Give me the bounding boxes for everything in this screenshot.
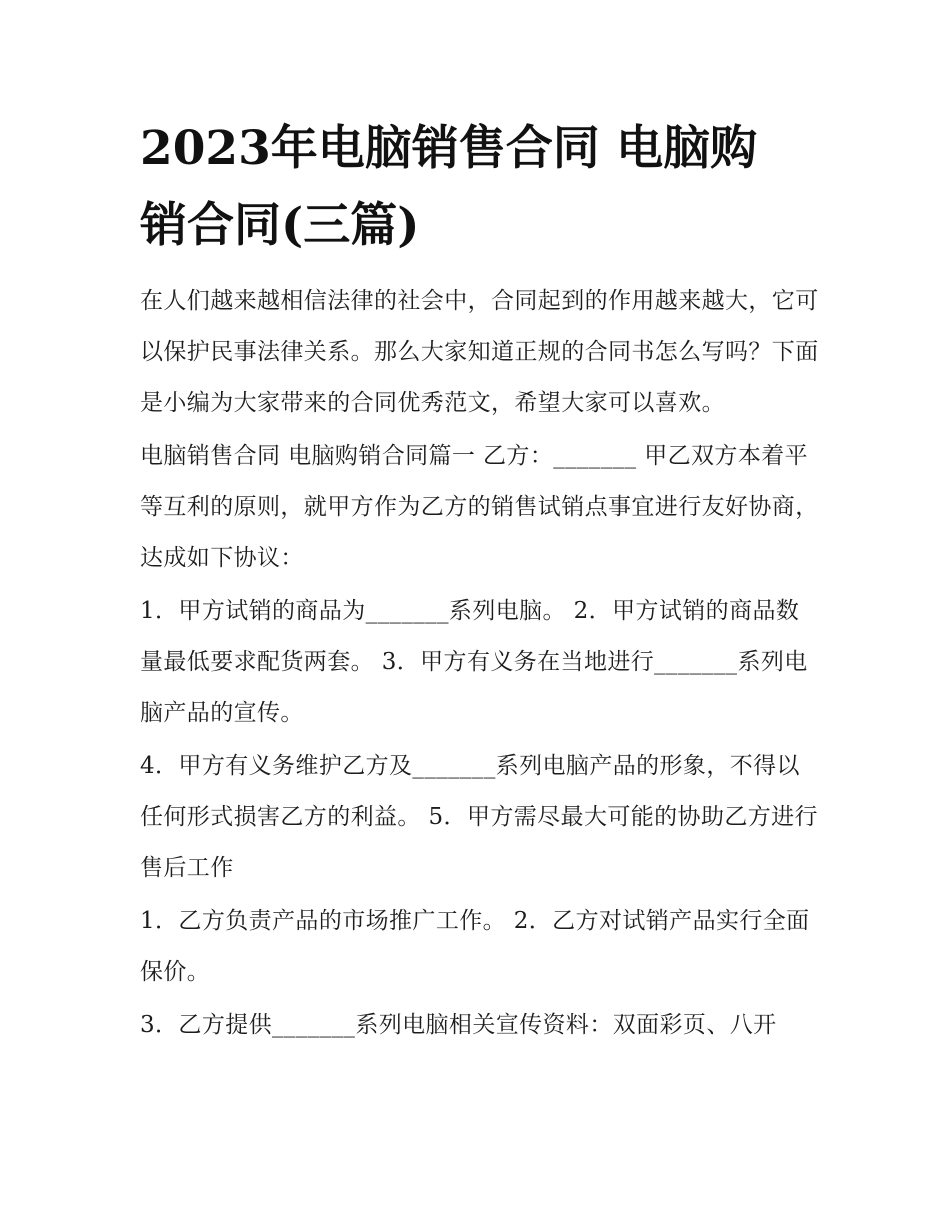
clause-paragraph-party-b-2: 3．乙方提供_______系列电脑相关宣传资料：双面彩页、八开 [140, 1012, 777, 1038]
intro-paragraph: 在人们越来越相信法律的社会中，合同起到的作用越来越大，它可以保护民事法律关系。那么大家知道正规的合同书怎么写吗？下面是小编为大家带来的合同优秀范文，希望大家可以喜欢。 [140, 288, 819, 416]
contract-preamble-paragraph: 电脑销售合同 电脑购销合同篇一 乙方：_______ 甲乙双方本着平等互利的原则，就甲方作为乙方的销售试销点事宜进行友好协商，达成如下协议： [140, 443, 819, 571]
clause-paragraph-party-b-1: 1．乙方负责产品的市场推广工作。 2．乙方对试销产品实行全面保价。 [140, 908, 810, 985]
clause-paragraph-party-a-1: 1．甲方试销的商品为_______系列电脑。 2．甲方试销的商品数量最低要求配货两套。 3．甲方有义务在当地进行_______系列电脑产品的宣传。 [140, 598, 808, 726]
document-body [140, 110, 820, 1051]
document-title [140, 110, 820, 264]
title-line-1: 2023年电脑销售合同 电脑购 [140, 121, 758, 176]
clause-paragraph-party-a-2: 4．甲方有义务维护乙方及_______系列电脑产品的形象，不得以任何形式损害乙方的利益。 5．甲方需尽最大可能的协助乙方进行售后工作 [140, 753, 818, 881]
title-line-2: 销合同(三篇) [140, 198, 420, 253]
